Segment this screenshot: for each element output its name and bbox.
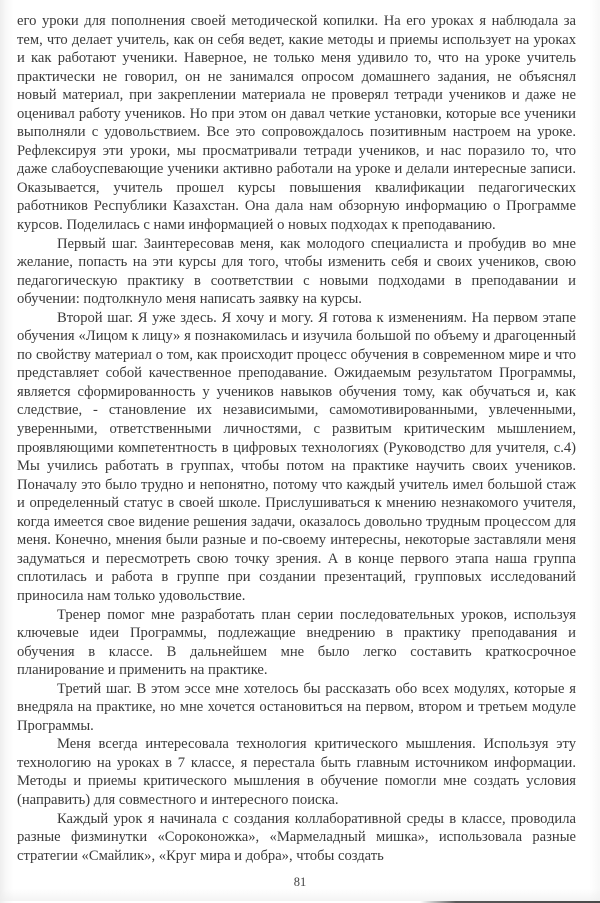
- paragraph-third-step: Третий шаг. В этом эссе мне хотелось бы рассказать обо всех модулях, которые я внедряла на практике, но мне хочется остановиться на первом, втором и третьем модуле Программы.: [17, 680, 576, 734]
- page-bottom-shadow: [0, 889, 600, 901]
- paragraph-critical-thinking: Меня всегда интересовала технология критического мышления. Используя эту технологию на уроках в 7 классе, я перестала быть главным источником информации. Методы и приемы критического мышления в обучение помогли мне создать условия (направить) для совместного и интересного поиска.: [17, 736, 576, 808]
- paragraph-trainer: Тренер помог мне разработать план серии последовательных уроков, используя ключевые идеи Программы, подлежащие внедрению в практику преподавания и обучения в классе. В дальнейшем мне было легко составить краткосрочное планирование и применить на практике.: [17, 606, 576, 679]
- paragraph-continuation: его уроки для пополнения своей методической копилки. На его уроках я наблюдала за тем, что делает учитель, как он себя ведет, какие методы и приемы использует на уроках и как работают ученики. Наверное, не только меня удивило то, что на уроке учитель практически не говорил, он не занимался опросом домашнего задания, не объяснял новый материал, при закреплении материала не проверял тетради учеников и даже не оценивал работу учеников. Но при этом он давал четкие установки, которые все ученики выполняли с удовольствием. Все это сопровождалось позитивным настроем на уроке. Рефлексируя эти уроки, мы просматривали тетради учеников, и нас поразило то, что даже слабоуспевающие ученики активно работали на уроке и делали интересные записи. Оказывается, учитель прошел курсы повышения квалификации педагогических работников Республики Казахстан. Она дала нам обзорную информацию о Программе курсов. Поделилась с нами информацией о новых подходах к преподаванию.: [17, 13, 576, 234]
- document-page: [17, 12, 576, 865]
- paragraph-collaborative-environment: Каждый урок я начинала с создания коллаборативной среды в классе, проводила разные физминутки «Сороконожка», «Мармеладный мишка», использовала разные стратегии «Смайлик», «Круг мира и добра», чтобы создать: [17, 810, 576, 864]
- paragraph-second-step: Второй шаг. Я уже здесь. Я хочу и могу. Я готова к изменениям. На первом этапе обучения «Лицом к лицу» я познакомилась и изучила большой по объему и драгоценный по свойству материал о том, как происходит процесс обучения в современном мире и что представляет собой качественное преподавание. Ожидаемым результатом Программы, является сформированность у учеников навыков обучения тому, как обучаться и, как следствие, - становление их независимыми, самомотивированными, увлеченными, уверенными, ответственными личностями, с развитым критическим мышлением, проявляющими компетентность в цифровых технологиях (Руководство для учителя, с.4) Мы учились работать в группах, чтобы потом на практике научить своих учеников. Поначалу это было трудно и непонятно, потому что каждый учитель имел большой стаж и определенный статус в своей школе. Прислушиваться к мнению незнакомого учителя, когда имеется свое видение решения задачи, оказалось довольно трудным процессом для меня. Конечно, мнения были разные и по-своему интересны, некоторые заставляли меня задуматься и пересмотреть свою точку зрения. А в конце первого этапа наша группа сплотилась и работа в группе при создании презентаций, групповых исследований приносила нам только удовольствие.: [17, 309, 576, 604]
- page-number: 81: [293, 875, 307, 889]
- paragraph-first-step: Первый шаг. Заинтересовав меня, как молодого специалиста и пробудив во мне желание, попасть на эти курсы для того, чтобы изменить себя и своих учеников, свою педагогическую практику в соответствии с новыми подходами в преподавании и обучении: подтолкнуло меня написать заявку на курсы.: [17, 235, 576, 308]
